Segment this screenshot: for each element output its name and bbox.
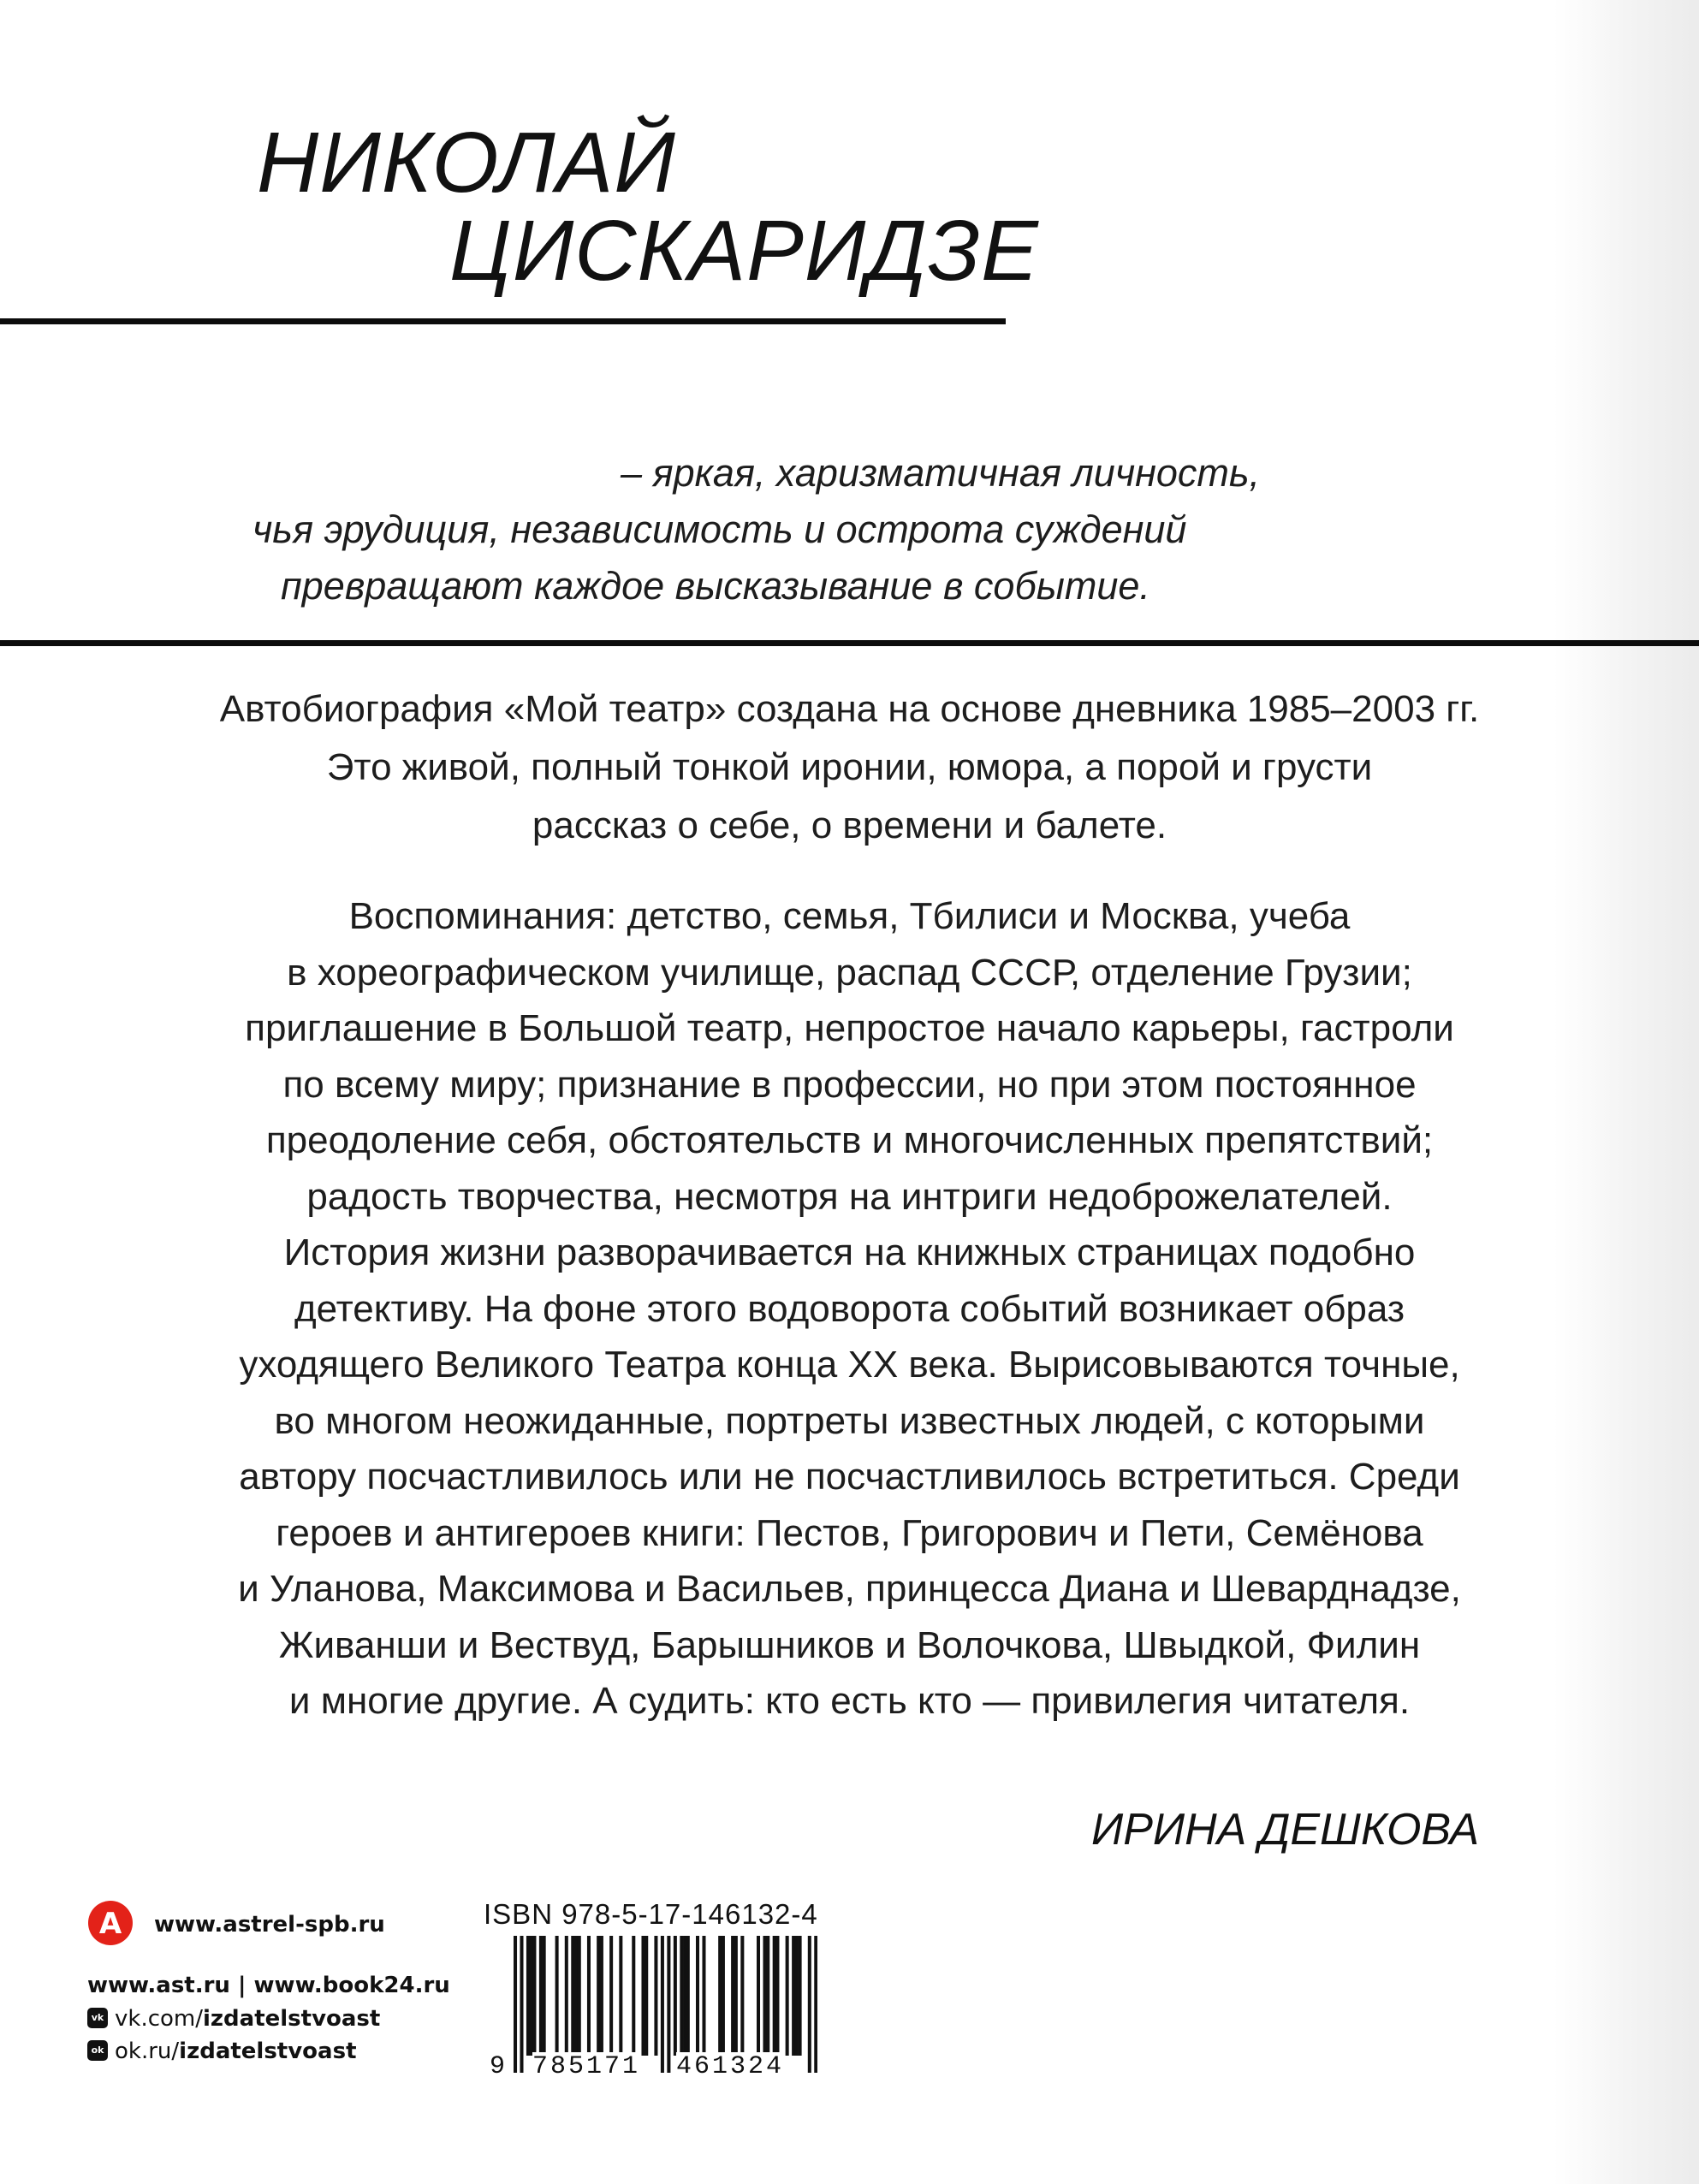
description-line: радость творчества, несмотря на интриги недоброжелателей.	[306, 1175, 1393, 1218]
barcode-bar	[686, 1936, 690, 2056]
barcode-bar	[571, 1936, 574, 2056]
ok-link[interactable]	[115, 2039, 357, 2064]
quote-line: – яркая, харизматичная личность,	[621, 451, 1261, 495]
barcode-bar	[609, 1936, 613, 2056]
publisher-site-link[interactable]: www.astrel-spb.ru	[154, 1912, 385, 1938]
barcode-bar	[731, 1936, 734, 2056]
ok-prefix: ok.ru/	[115, 2039, 180, 2064]
barcode-bar	[543, 1936, 546, 2056]
barcode-bar	[808, 1936, 811, 2073]
barcode-bar	[555, 1936, 559, 2056]
barcode-digit-first: 9	[490, 2052, 506, 2081]
barcode-bar	[539, 1936, 543, 2056]
description-line: героев и антигероев книги: Пестов, Григорович и Пети, Семёнова	[276, 1511, 1423, 1554]
barcode-bar	[763, 1936, 766, 2056]
barcode-bar	[702, 1936, 705, 2056]
barcode-bar	[773, 1936, 776, 2056]
barcode-bar	[722, 1936, 725, 2056]
barcode-bar	[632, 1936, 635, 2056]
description-line: Живанши и Вествуд, Барышников и Волочкова, Швыдкой, Филин	[278, 1623, 1421, 1666]
barcode-bar	[799, 1936, 802, 2056]
vk-icon	[87, 2008, 108, 2028]
description-line: в хореографическом училище, распад СССР, отделение Грузии;	[287, 951, 1412, 994]
quote-line: чья эрудиция, независимость и острота суждений	[252, 507, 1187, 551]
description-line: Воспоминания: детство, семья, Тбилиси и Москва, учеба	[348, 895, 1351, 937]
barcode-bar	[520, 1936, 523, 2073]
description-line: Это живой, полный тонкой иронии, юмора, а порой и грусти	[326, 746, 1373, 788]
publisher-sites-line[interactable]: www.ast.ru | www.book24.ru	[87, 1973, 450, 1998]
description-line: и многие другие. А судить: кто есть кто — привилегия читателя.	[288, 1680, 1411, 1722]
description-line: по всему миру; признание в профессии, но при этом постоянное	[282, 1063, 1417, 1106]
barcode-bar	[674, 1936, 677, 2056]
vk-prefix: vk.com/	[115, 2006, 203, 2032]
description-paragraph-2	[0, 888, 1699, 1730]
barcode-bar	[587, 1936, 591, 2056]
barcode-bar	[740, 1936, 744, 2056]
vk-icon-label: vk	[91, 2012, 104, 2023]
vk-handle: izdatelstvoast	[203, 2006, 381, 2032]
barcode-bar	[641, 1936, 645, 2056]
barcode-bar	[786, 1936, 789, 2056]
barcode-bar	[792, 1936, 795, 2056]
description-line: и Уланова, Максимова и Васильев, принцесса Диана и Шеварднадзе,	[238, 1568, 1461, 1610]
barcode-bar	[574, 1936, 578, 2056]
author-last-name: ЦИСКАРИДЗЕ	[449, 203, 1039, 299]
description-line: во многом неожиданные, портреты известных людей, с которыми	[274, 1399, 1425, 1442]
publisher-logo-icon	[87, 1900, 134, 1946]
vk-link[interactable]	[115, 2006, 380, 2032]
barcode-digits-left: 785171	[532, 2052, 641, 2081]
description-line: детективу. На фоне этого водоворота событий возникает образ	[294, 1287, 1405, 1330]
barcode-bar	[718, 1936, 722, 2056]
quote-block	[0, 445, 1699, 614]
description-line: приглашение в Большой театр, непростое начало карьеры, гастроли	[245, 1007, 1454, 1049]
barcode-bar	[661, 1936, 664, 2073]
barcode-bar	[645, 1936, 648, 2056]
barcode-bar	[532, 1936, 536, 2056]
description-line: История жизни разворачивается на книжных страницах подобно	[283, 1231, 1416, 1273]
barcode-bar	[795, 1936, 799, 2056]
description-line: Автобиография «Мой театр» создана на основе дневника 1985–2003 гг.	[219, 688, 1480, 730]
publisher-logo	[87, 1900, 134, 1946]
barcode-bar	[530, 1936, 533, 2056]
barcode-bar	[680, 1936, 683, 2056]
ok-icon-label: ok	[91, 2045, 104, 2056]
barcode-bar	[734, 1936, 738, 2056]
description-line: преодоление себя, обстоятельств и многочисленных препятствий;	[265, 1119, 1434, 1161]
quote-line: превращают каждое высказывание в событие.	[281, 564, 1150, 608]
barcode-bar	[683, 1936, 686, 2056]
barcode-bar	[597, 1936, 600, 2056]
ok-handle: izdatelstvoast	[179, 2039, 357, 2064]
barcode-bar	[578, 1936, 581, 2056]
barcode-bar	[757, 1936, 760, 2056]
author-first-name: НИКОЛАЙ	[257, 115, 676, 211]
ok-icon	[87, 2040, 108, 2061]
signature: ИРИНА ДЕШКОВА	[1091, 1805, 1480, 1855]
barcode-bar	[775, 1936, 779, 2056]
barcode-bar	[619, 1936, 622, 2056]
barcode-bar	[696, 1936, 699, 2056]
publisher-logo-letter: А	[98, 1907, 122, 1941]
barcode-bar	[766, 1936, 769, 2056]
barcode-bar	[814, 1936, 817, 2073]
barcode-bar	[667, 1936, 670, 2073]
description-line: уходящего Великого Театра конца ХХ века. Вырисовываются точные,	[239, 1344, 1460, 1386]
isbn-label: ISBN 978-5-17-146132-4	[484, 1898, 818, 1930]
barcode-bar	[654, 1936, 657, 2056]
barcode-digits-right: 461324	[676, 2052, 785, 2081]
barcode-bar	[600, 1936, 603, 2056]
barcode-bar	[565, 1936, 568, 2056]
description-line: рассказ о себе, о времени и балете.	[532, 804, 1167, 846]
title-rule	[0, 318, 1006, 324]
quote-rule	[0, 640, 1699, 646]
description-line: автору посчастливилось или не посчастливилось встретиться. Среди	[239, 1456, 1460, 1498]
description-paragraph-1	[0, 680, 1699, 855]
barcode-bar	[514, 1936, 517, 2073]
barcode-bar	[526, 1936, 530, 2056]
